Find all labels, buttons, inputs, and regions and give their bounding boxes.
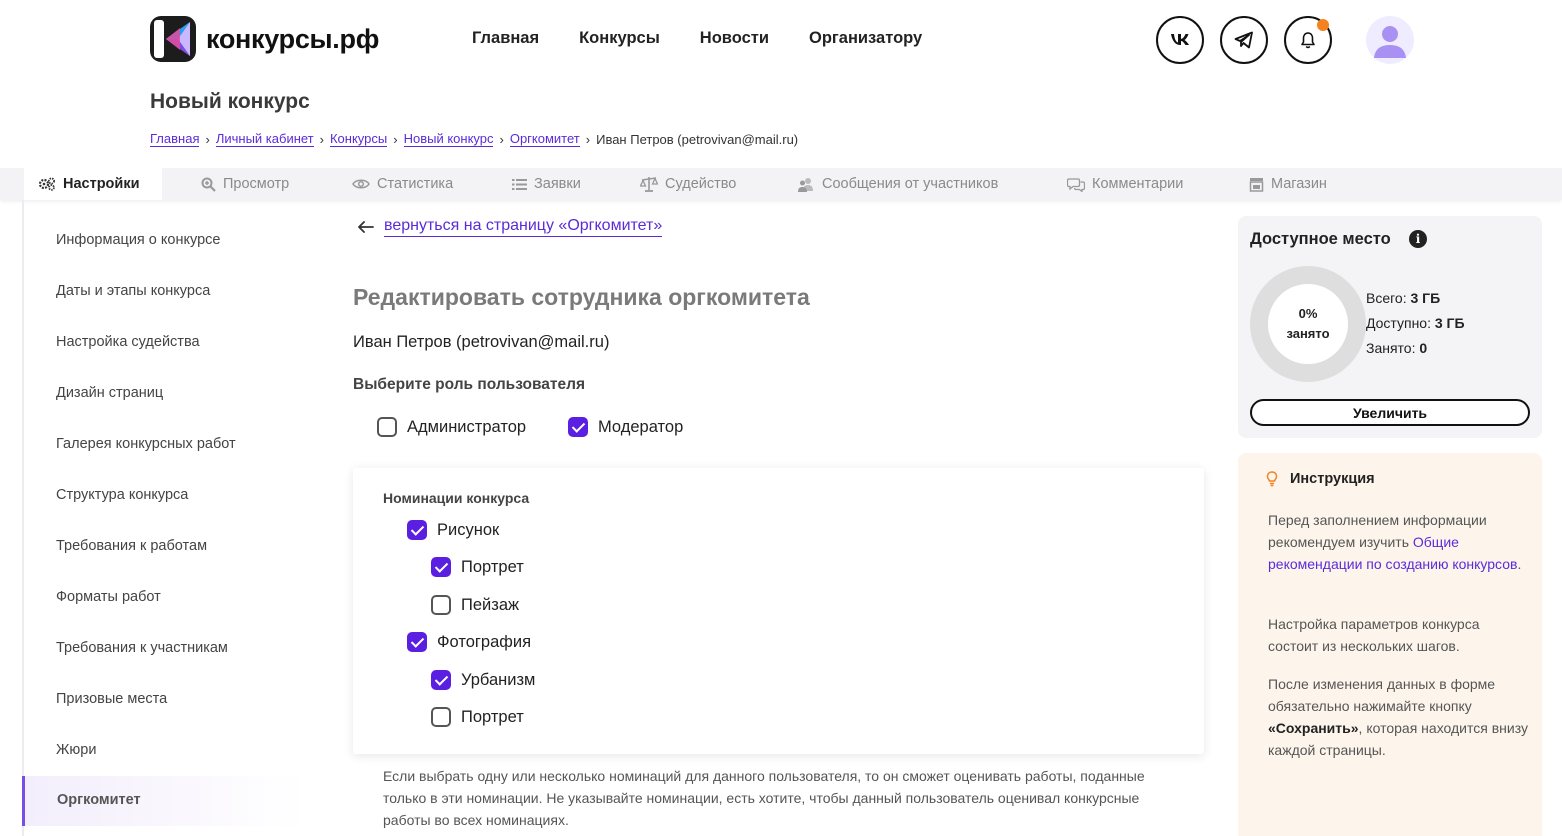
instruction-text: , которая находится внизу каждой страницы. xyxy=(1268,720,1528,758)
chevron-right-icon: › xyxy=(585,131,591,147)
storage-total xyxy=(1366,290,1440,306)
tab-comments[interactable] xyxy=(1067,168,1183,200)
tab-label: Магазин xyxy=(1271,176,1327,192)
vk-icon xyxy=(1170,33,1190,47)
zoom-icon xyxy=(201,177,216,192)
instruction-panel xyxy=(1238,453,1542,836)
user-avatar[interactable] xyxy=(1366,16,1414,64)
site-header xyxy=(0,0,1562,80)
nomination-checkbox[interactable] xyxy=(431,707,451,727)
increase-storage-button[interactable]: Увеличить xyxy=(1250,399,1530,426)
role-moderator-label: Модератор xyxy=(598,417,684,436)
nominations-title: Номинации конкурса xyxy=(383,490,530,506)
tab-shop[interactable] xyxy=(1249,168,1327,200)
breadcrumb xyxy=(150,131,798,147)
instruction-text: После изменения данных в форме обязательно нажимайте кнопку xyxy=(1268,676,1496,714)
arrow-left-icon[interactable] xyxy=(358,221,374,233)
role-admin-option[interactable] xyxy=(377,417,526,437)
nomination-drawing[interactable] xyxy=(407,520,499,540)
main-nav xyxy=(472,29,922,48)
storage-total-label: Всего: xyxy=(1366,290,1407,306)
bell-icon xyxy=(1300,31,1316,49)
storage-occupied-label: занято xyxy=(1286,326,1330,341)
role-admin-label: Администратор xyxy=(407,417,527,436)
role-heading: Выберите роль пользователя xyxy=(353,376,586,393)
instruction-paragraph-3 xyxy=(1268,673,1528,761)
tab-judging[interactable] xyxy=(640,168,736,200)
tab-settings[interactable] xyxy=(24,168,162,200)
tab-label: Заявки xyxy=(534,176,581,192)
page-title: Новый конкурс xyxy=(150,90,310,113)
nomination-checkbox[interactable] xyxy=(431,670,451,690)
shop-icon xyxy=(1249,177,1264,192)
sidebar-item-work-formats[interactable]: Форматы работ xyxy=(56,589,161,605)
breadcrumb-current: Иван Петров (petrovivan@mail.ru) xyxy=(596,131,799,147)
nomination-label: Рисунок xyxy=(437,520,500,539)
storage-available-label: Доступно: xyxy=(1366,315,1431,331)
guidelines-link[interactable]: Общие рекомендации по созданию конкурсов xyxy=(1268,534,1518,572)
sidebar-item-work-requirements[interactable]: Требования к работам xyxy=(56,538,208,554)
nomination-drawing-portrait[interactable] xyxy=(431,557,524,577)
scales-icon xyxy=(640,176,658,192)
storage-available xyxy=(1366,315,1465,331)
storage-used-value: 0 xyxy=(1419,340,1428,356)
tab-preview[interactable] xyxy=(201,168,289,200)
nomination-checkbox[interactable] xyxy=(431,595,451,615)
tab-label: Комментарии xyxy=(1092,176,1184,192)
instruction-text-end: . xyxy=(1517,556,1522,572)
gears-icon xyxy=(38,177,56,191)
storage-used xyxy=(1366,340,1427,356)
chevron-right-icon: › xyxy=(319,131,324,147)
header-icons xyxy=(1156,16,1332,64)
sidebar-item-page-design[interactable]: Дизайн страниц xyxy=(56,385,164,401)
nav-link-organizer[interactable]: Организатору xyxy=(808,29,923,47)
nomination-label: Урбанизм xyxy=(461,670,536,689)
eye-icon xyxy=(352,178,370,190)
sidebar-item-contest-info[interactable]: Информация о конкурсе xyxy=(56,232,221,248)
tab-label: Настройки xyxy=(63,176,140,192)
edited-user: Иван Петров (petrovivan@mail.ru) xyxy=(353,333,610,351)
instruction-save-bold: «Сохранить» xyxy=(1268,720,1359,736)
storage-title: Доступное место xyxy=(1250,230,1391,248)
chevron-right-icon: › xyxy=(499,131,504,147)
list-icon xyxy=(512,178,527,191)
avatar-icon xyxy=(1366,16,1414,64)
chevron-right-icon: › xyxy=(205,131,210,147)
nomination-label: Портрет xyxy=(461,707,524,726)
nomination-label: Фотография xyxy=(437,632,532,651)
tab-label: Просмотр xyxy=(223,176,290,192)
nav-link-contests[interactable]: Конкурсы xyxy=(579,29,660,47)
telegram-icon xyxy=(1234,31,1254,49)
notifications-button[interactable] xyxy=(1284,16,1332,64)
nav-link-home[interactable]: Главная xyxy=(472,29,540,47)
sidebar-item-label: Оргкомитет xyxy=(57,792,141,808)
nav-link-news[interactable]: Новости xyxy=(699,29,769,47)
sidebar-item-participant-requirements[interactable]: Требования к участникам xyxy=(56,640,228,656)
breadcrumb-orgcommittee[interactable]: Оргкомитет xyxy=(509,131,580,146)
back-to-orgcommittee-link[interactable]: вернуться на страницу «Оргкомитет» xyxy=(384,216,662,237)
nomination-checkbox[interactable] xyxy=(407,632,427,652)
nomination-photo[interactable] xyxy=(407,632,531,652)
instruction-paragraph-2: Настройка параметров конкурса состоит из нескольких шагов. xyxy=(1268,616,1480,654)
role-admin-checkbox[interactable] xyxy=(377,417,397,437)
nomination-photo-portrait[interactable] xyxy=(431,707,524,727)
instruction-text: Перед заполнением информации рекомендуем изучить xyxy=(1268,512,1487,550)
vk-button[interactable] xyxy=(1156,16,1204,64)
brand-name: конкурсы.рф xyxy=(206,23,380,54)
tab-label: Судейство xyxy=(665,176,737,192)
storage-available-value: 3 ГБ xyxy=(1434,315,1465,331)
breadcrumb-new-contest[interactable]: Новый конкурс xyxy=(403,131,494,146)
tab-label: Статистика xyxy=(377,176,454,192)
nomination-label: Пейзаж xyxy=(461,595,520,614)
tab-applications[interactable] xyxy=(512,168,581,200)
notification-dot xyxy=(1317,19,1329,31)
nomination-checkbox[interactable] xyxy=(431,557,451,577)
sidebar-item-prizes[interactable]: Призовые места xyxy=(56,691,168,707)
users-icon xyxy=(797,177,815,192)
role-moderator-checkbox[interactable] xyxy=(568,417,588,437)
brand-logo[interactable] xyxy=(150,16,379,62)
breadcrumb-home[interactable]: Главная xyxy=(150,131,200,146)
settings-tabbar xyxy=(0,168,1562,200)
chevron-right-icon: › xyxy=(393,131,398,147)
sidebar-item-judging-settings[interactable]: Настройка судейства xyxy=(56,334,200,350)
lightbulb-icon xyxy=(1266,471,1278,487)
storage-used-label: Занято: xyxy=(1366,340,1416,356)
breadcrumb-cabinet[interactable]: Личный кабинет xyxy=(215,131,314,146)
breadcrumb-contests[interactable]: Конкурсы xyxy=(329,131,388,146)
nominations-card xyxy=(353,468,1204,754)
role-moderator-option[interactable] xyxy=(568,417,683,437)
instruction-paragraph-1 xyxy=(1268,509,1528,575)
nomination-label: Портрет xyxy=(461,557,524,576)
telegram-button[interactable] xyxy=(1220,16,1268,64)
sidebar-item-dates-stages[interactable]: Даты и этапы конкурса xyxy=(56,283,211,299)
sidebar-item-jury[interactable]: Жюри xyxy=(56,742,97,758)
back-link-row xyxy=(358,216,662,237)
logo-icon xyxy=(150,16,196,62)
nomination-checkbox[interactable] xyxy=(407,520,427,540)
storage-donut xyxy=(1250,266,1366,382)
tab-statistics[interactable] xyxy=(352,168,453,200)
nomination-drawing-landscape[interactable] xyxy=(431,595,519,615)
tab-label: Сообщения от участников xyxy=(822,176,999,192)
nominations-hint: Если выбрать одну или несколько номинаций для данного пользователя, то он сможет оценивать работы, поданные только в эти номинации. Не указывайте номинации, есть хотите, чтобы данный пользователь оценивал конкурсные работы во всех номинациях. xyxy=(383,768,1145,828)
info-icon[interactable]: i xyxy=(1409,230,1427,248)
sidebar-item-orgcommittee[interactable] xyxy=(22,776,304,826)
form-heading: Редактировать сотрудника оргкомитета xyxy=(353,284,810,310)
storage-percent: 0% xyxy=(1298,306,1318,321)
sidebar-item-gallery[interactable]: Галерея конкурсных работ xyxy=(56,436,236,452)
storage-panel xyxy=(1238,216,1542,438)
nomination-photo-urbanism[interactable] xyxy=(431,670,535,690)
settings-sidebar xyxy=(22,200,304,836)
comments-icon xyxy=(1067,177,1085,192)
sidebar-item-structure[interactable]: Структура конкурса xyxy=(56,487,189,503)
instruction-title: Инструкция xyxy=(1290,471,1375,487)
tab-participant-messages[interactable] xyxy=(797,168,998,200)
storage-total-value: 3 ГБ xyxy=(1410,290,1441,306)
